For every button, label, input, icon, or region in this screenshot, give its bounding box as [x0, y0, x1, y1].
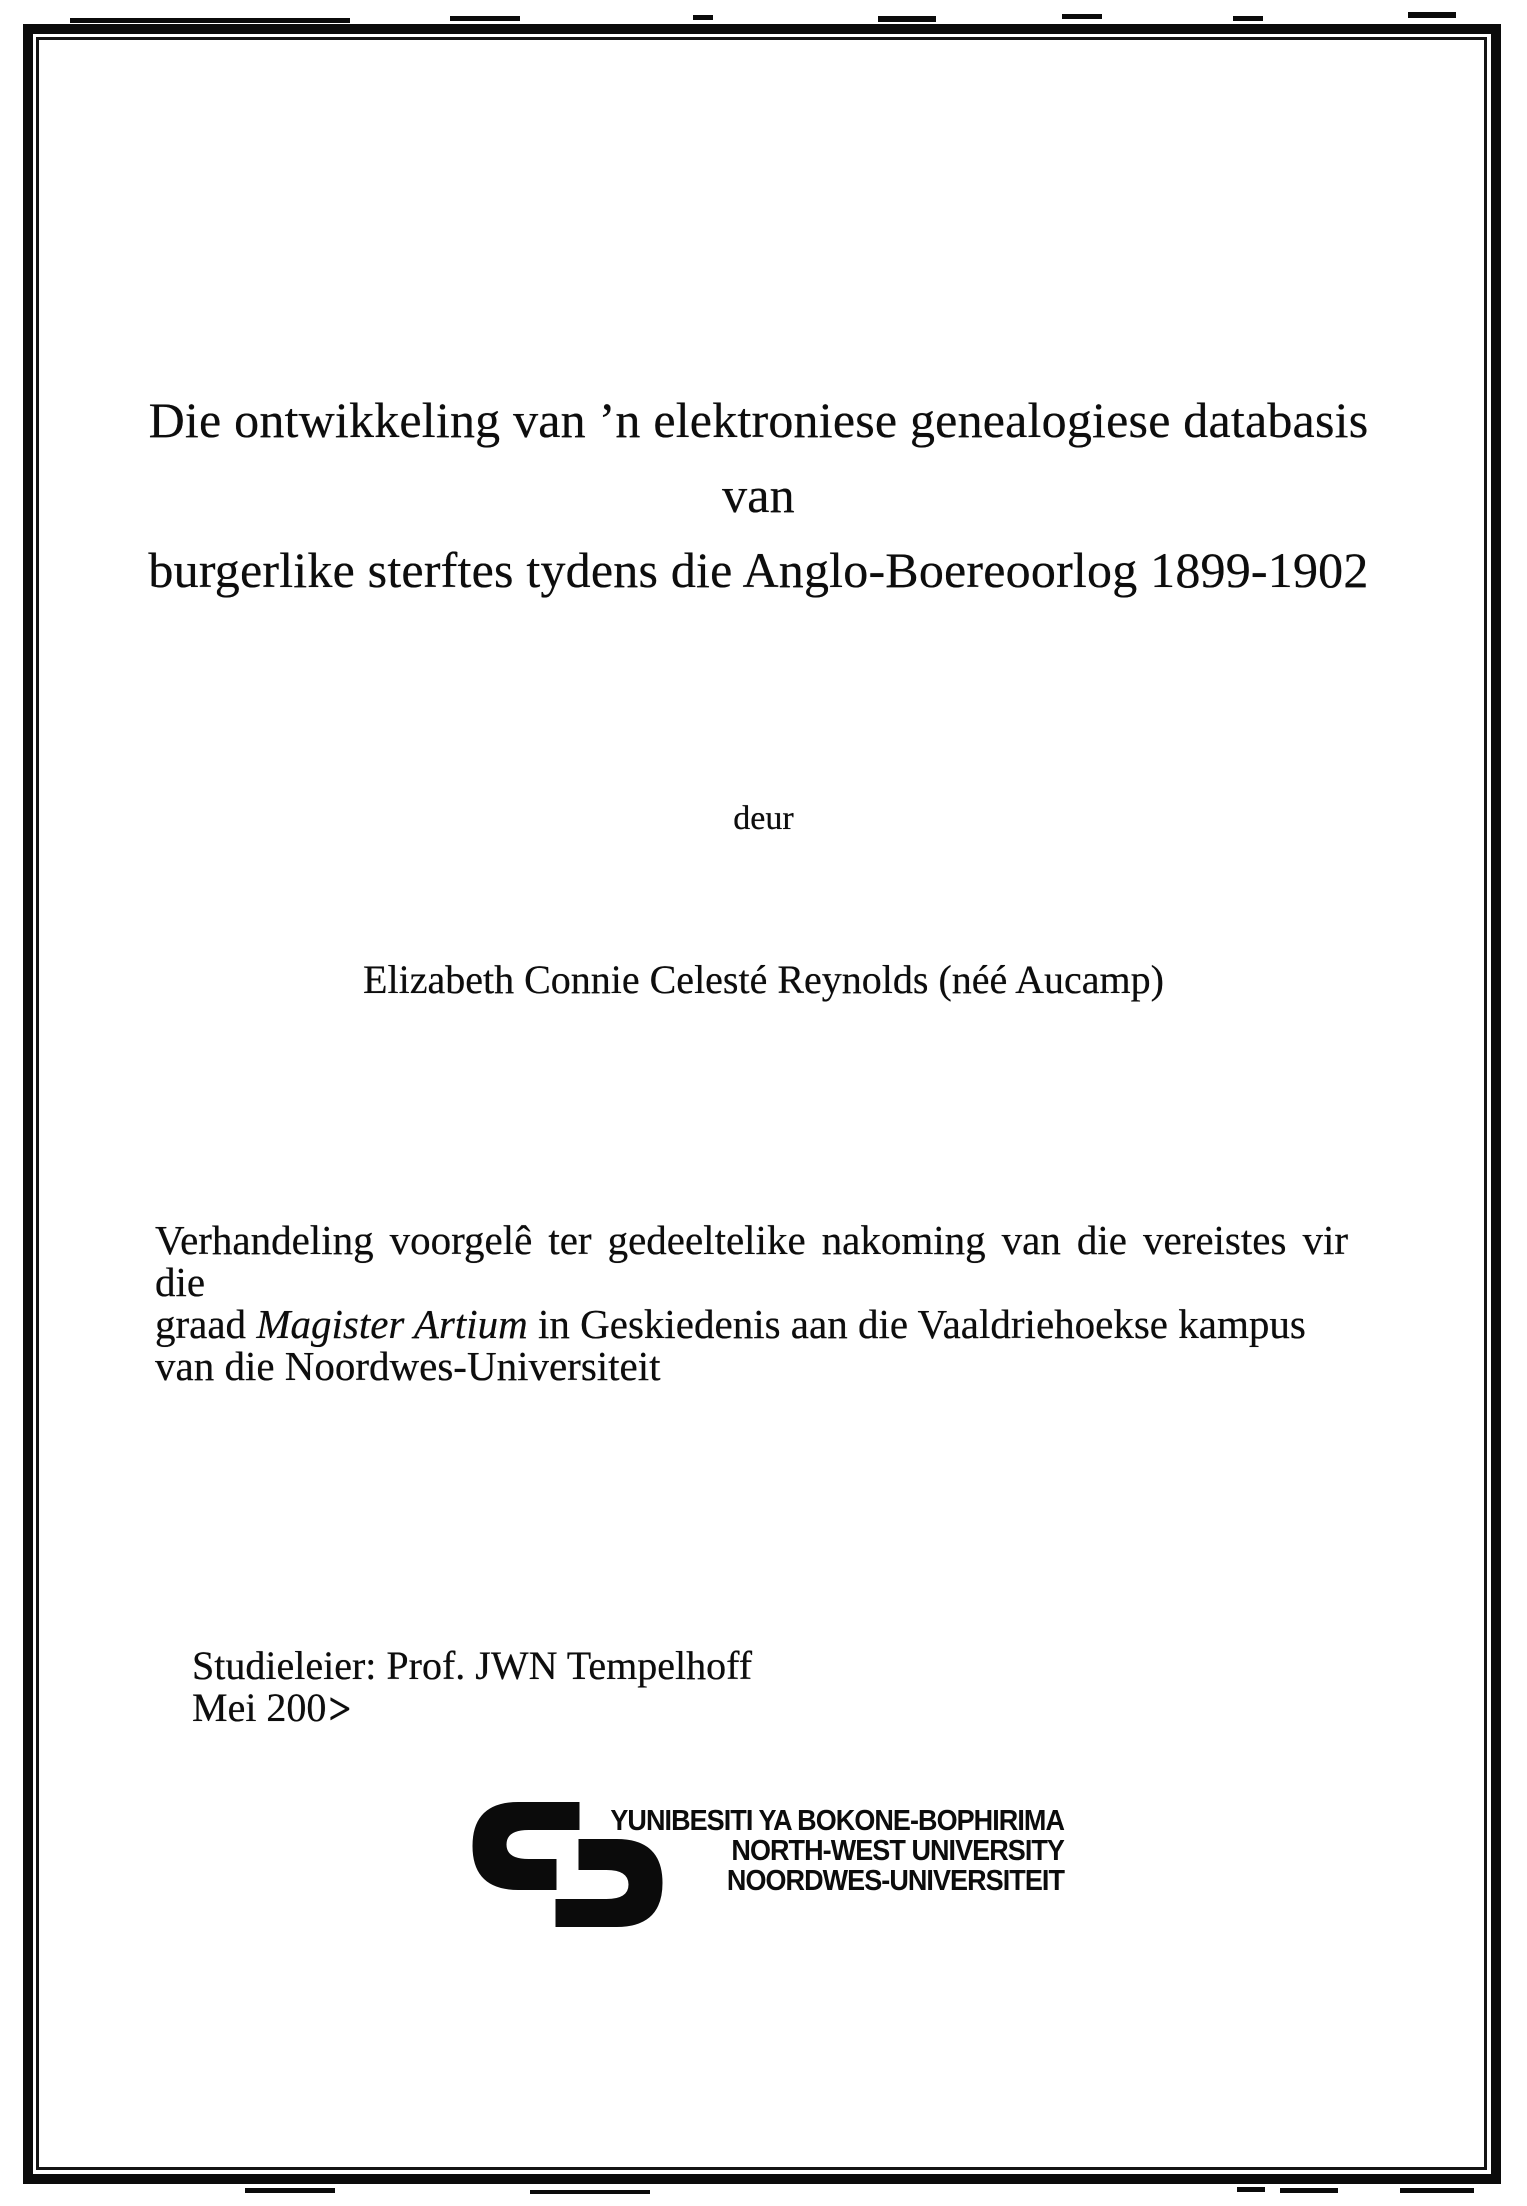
- degree-name-italic: Magister Artium: [256, 1301, 528, 1347]
- logo-line-afrikaans: NOORDWES-UNIVERSITEIT: [726, 1865, 1064, 1897]
- degree-statement-line2-suffix: in Geskiedenis aan die Vaaldriehoekse kampus: [527, 1301, 1306, 1347]
- scan-artifact: [450, 16, 520, 21]
- degree-statement: [155, 1219, 1348, 1387]
- degree-statement-line2-prefix: graad: [155, 1301, 257, 1347]
- supervisor-block: [192, 1643, 753, 1735]
- thesis-title: [130, 383, 1387, 608]
- scan-artifact: [693, 15, 713, 20]
- scan-artifact: [70, 18, 350, 23]
- byline-deur: deur: [733, 800, 794, 837]
- date-line: [192, 1682, 752, 1735]
- thesis-title-line2: burgerlike sterftes tydens die Anglo-Boereoorlog 1899-1902: [148, 542, 1369, 598]
- scan-artifact: [1233, 16, 1263, 21]
- author-name: Elizabeth Connie Celesté Reynolds (néé Aucamp): [363, 957, 1164, 1002]
- date-text: Mei 200: [192, 1685, 327, 1730]
- degree-statement-line2: [155, 1303, 1348, 1345]
- thesis-title-line1: Die ontwikkeling van ’n elektroniese genealogiese databasis van: [148, 392, 1369, 523]
- supervisor-line: Studieleier: Prof. JWN Tempelhoff: [192, 1643, 753, 1688]
- degree-statement-line3: van die Noordwes-Universiteit: [155, 1343, 661, 1389]
- logo-line-setswana: YUNIBESITI YA BOKONE-BOPHIRIMA: [610, 1805, 1064, 1837]
- scan-artifact: [530, 2190, 650, 2194]
- distorted-seven-glyph: >: [328, 1682, 352, 1735]
- scan-artifact: [878, 16, 936, 22]
- scan-artifact: [1237, 2187, 1265, 2192]
- logo-line-english: NORTH-WEST UNIVERSITY: [731, 1835, 1064, 1867]
- scan-artifact: [1400, 2188, 1474, 2193]
- university-logo-text: [599, 1806, 1064, 1896]
- scan-artifact: [1408, 12, 1456, 18]
- degree-statement-line1: Verhandeling voorgelê ter gedeeltelike nakoming van die vereistes vir die: [155, 1217, 1348, 1305]
- scan-artifact: [1062, 14, 1102, 19]
- scan-artifact: [245, 2188, 335, 2193]
- scan-artifact: [1280, 2188, 1338, 2193]
